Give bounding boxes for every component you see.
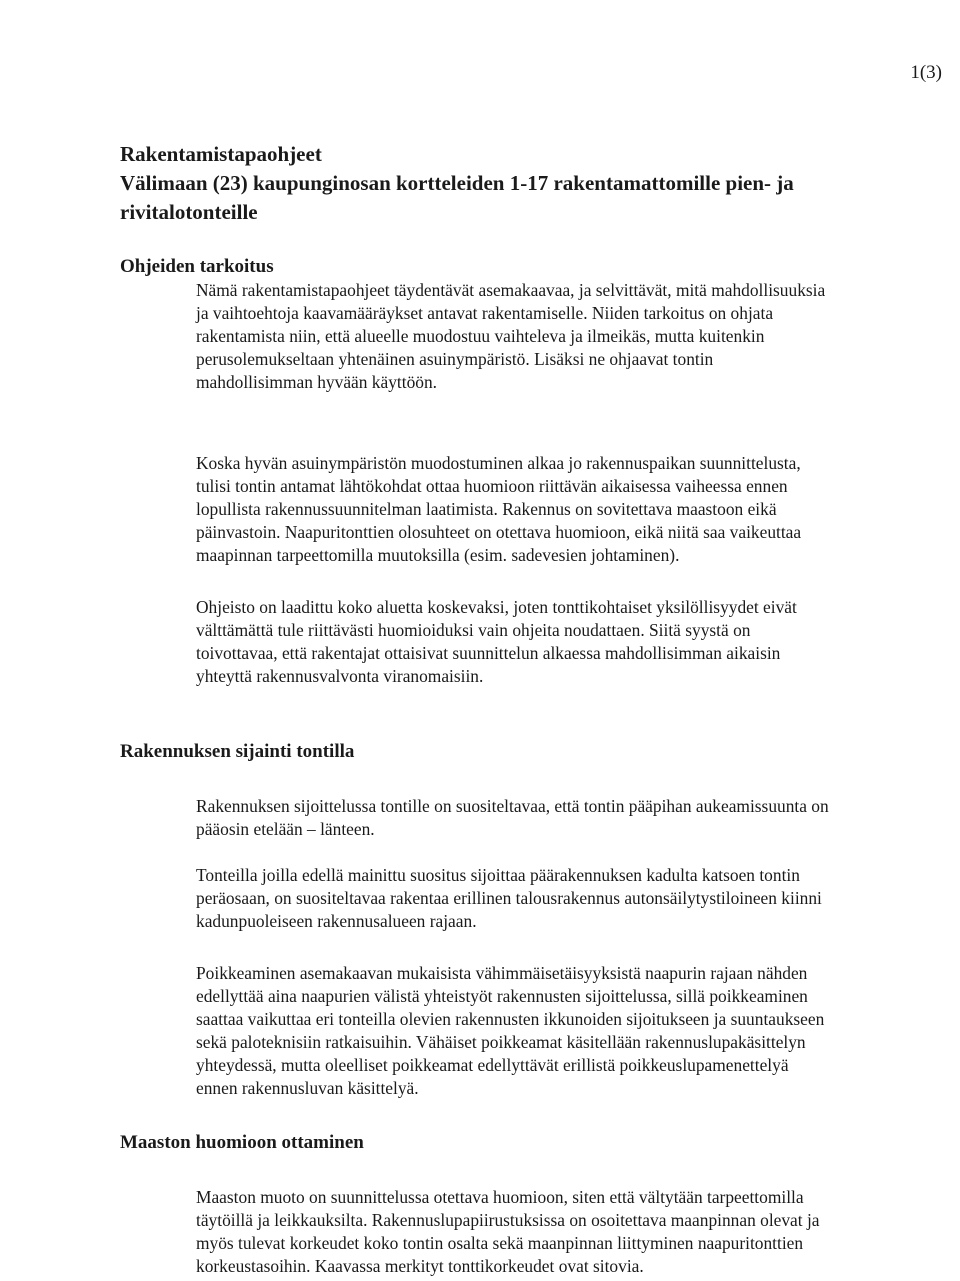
text-line: tulisi tontin antamat lähtökohdat ottaa huomioon riittävän aikaisessa vaiheessa ennen — [196, 476, 788, 496]
text-line: Rakennuksen sijoittelussa tontille on suositeltavaa, että tontin pääpihan aukeamissuunta on — [196, 796, 829, 816]
text-line: lopullista rakennussuunnitelman laatimista. Rakennus on sovitettava maastoon eikä — [196, 499, 777, 519]
page-number: 1(3) — [910, 62, 942, 83]
paragraph — [196, 795, 956, 841]
text-line: ja vaihtoehtoja kaavamääräykset antavat rakentamiselle. Niiden tarkoitus on ohjata — [196, 303, 774, 323]
paragraph — [196, 864, 956, 933]
title-line: Välimaan (23) kaupunginosan kortteleiden 1-17 rakentamattomille pien- ja — [120, 171, 794, 195]
text-line: Tonteilla joilla edellä mainittu suositus sijoittaa päärakennuksen kadulta katsoen tontin — [196, 865, 800, 885]
text-line: kadunpuoleiseen rakennusalueen rajaan. — [196, 911, 477, 931]
text-line: yhteydessä, mutta oleelliset poikkeamat edellyttävät erillistä poikkeuslupamenettelyä — [196, 1055, 789, 1075]
text-line: korkeustasoihin. Kaavassa merkityt tonttikorkeudet ovat sitovia. — [196, 1256, 644, 1276]
section-heading-rakennuksen-sijainti: Rakennuksen sijainti tontilla — [120, 741, 355, 762]
paragraph — [196, 452, 956, 567]
text-line: täytöillä ja leikkauksilta. Rakennuslupapiirustuksissa on osoitettava maanpinnan olevat ja — [196, 1210, 820, 1230]
text-line: rakentamista niin, että alueelle muodostuu vaihteleva ja ilmeikäs, mutta kuitenkin — [196, 326, 765, 346]
document-title — [120, 140, 920, 227]
text-line: edellyttää aina naapurien välistä yhteistyöt rakennusten sijoittelussa, sillä poikkeaminen — [196, 986, 808, 1006]
text-line: Nämä rakentamistapaohjeet täydentävät asemakaavaa, ja selvittävät, mitä mahdollisuuksia — [196, 280, 826, 300]
text-line: Poikkeaminen asemakaavan mukaisista vähimmäisetäisyyksistä naapurin rajaan nähden — [196, 963, 808, 983]
paragraph — [196, 596, 956, 688]
text-line: sekä paloteknisiin ratkaisuihin. Vähäiset poikkeamat käsitellään rakennuslupakäsittelyn — [196, 1032, 806, 1052]
paragraph — [196, 279, 956, 394]
text-line: Ohjeisto on laadittu koko aluetta koskevaksi, joten tonttikohtaiset yksilöllisyydet eivät — [196, 597, 797, 617]
text-line: päinvastoin. Naapuritonttien olosuhteet on otettava huomioon, eikä niitä saa vaikeuttaa — [196, 522, 802, 542]
title-line: Rakentamistapaohjeet — [120, 142, 322, 166]
text-line: välttämättä tule riittävästi huomioiduksi vain ohjeita noudattaen. Siitä syystä on — [196, 620, 751, 640]
text-line: myös tulevat korkeudet koko tontin osalta sekä maanpinnan liittyminen naapuritonttien — [196, 1233, 804, 1253]
text-line: perusolemukseltaan yhtenäinen asuinympäristö. Lisäksi ne ohjaavat tontin — [196, 349, 714, 369]
paragraph — [196, 962, 956, 1100]
text-line: ennen rakennusluvan käsittelyä. — [196, 1078, 419, 1098]
text-line: mahdollisimman hyvään käyttöön. — [196, 372, 438, 392]
paragraph — [196, 1186, 956, 1278]
text-line: Maaston muoto on suunnittelussa otettava huomioon, siten että vältytään tarpeettomilla — [196, 1187, 804, 1207]
section-heading-ohjeiden-tarkoitus: Ohjeiden tarkoitus — [120, 256, 274, 277]
text-line: saattaa vaikuttaa eri tonteilla olevien rakennusten ikkunoiden sijoitukseen ja suuntaukseen — [196, 1009, 825, 1029]
text-line: maapinnan tarpeettomilla muutoksilla (esim. sadevesien johtaminen). — [196, 545, 680, 565]
text-line: Koska hyvän asuinympäristön muodostuminen alkaa jo rakennuspaikan suunnittelusta, — [196, 453, 801, 473]
section-heading-maaston-huomioon: Maaston huomioon ottaminen — [120, 1132, 364, 1153]
text-line: toivottavaa, että rakentajat ottaisivat suunnittelun alkaessa mahdollisimman aikaisin — [196, 643, 781, 663]
text-line: yhteyttä rakennusvalvonta viranomaisiin. — [196, 666, 484, 686]
title-line: rivitalotonteille — [120, 200, 258, 224]
text-line: peräosaan, on suositeltavaa rakentaa erillinen talousrakennus autonsäilytystiloineen kiinni — [196, 888, 822, 908]
text-line: pääosin etelään – länteen. — [196, 819, 375, 839]
